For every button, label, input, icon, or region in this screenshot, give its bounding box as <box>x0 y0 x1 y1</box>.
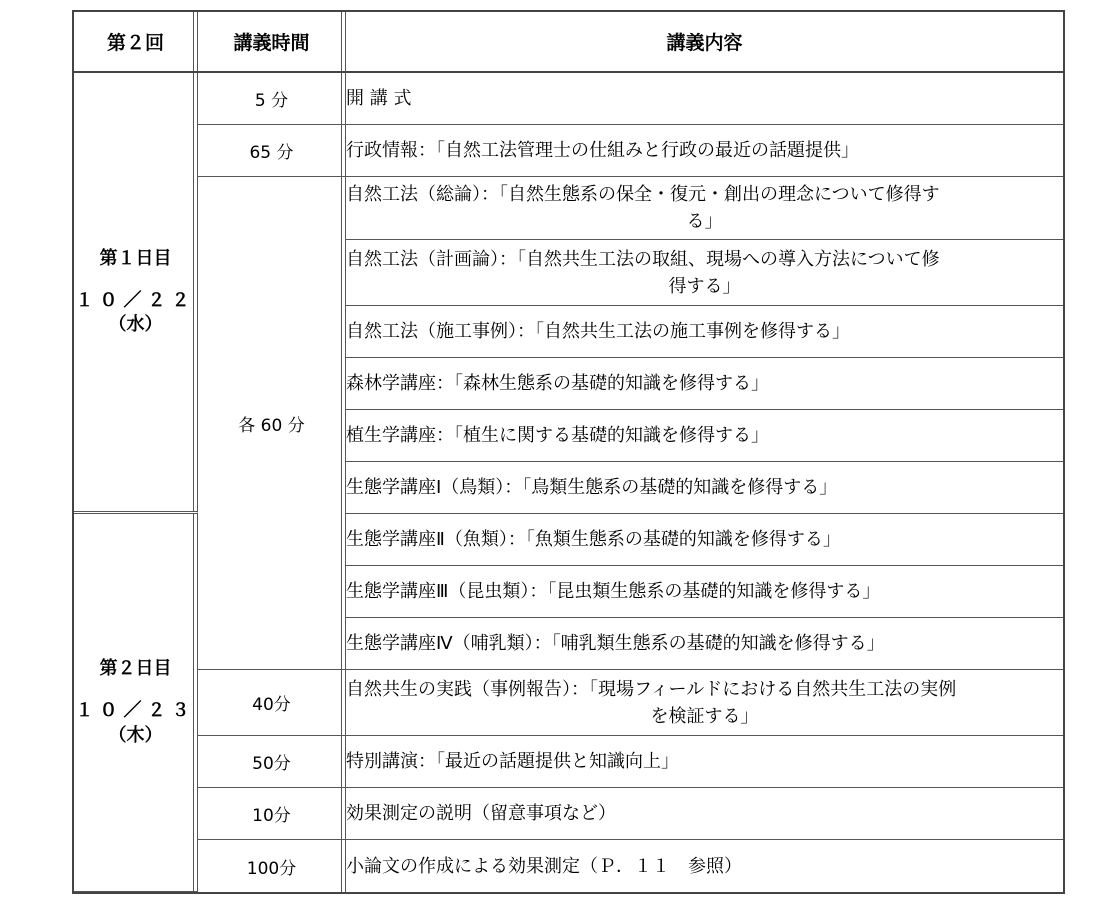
table-row <box>74 840 1063 892</box>
lecture-content: 効果測定の説明（留意事項など） <box>346 788 1063 840</box>
content-line: 得する」 <box>668 275 741 297</box>
header-lecture-time: 講義時間 <box>198 12 346 73</box>
lecture-time: 65 分 <box>198 125 346 177</box>
day1-weekday: （水） <box>108 314 163 336</box>
lecture-content: 自然工法（施工事例）：「自然共生工法の施工事例を修得する」 <box>346 306 1063 358</box>
header-lecture-content: 講義内容 <box>346 12 1063 73</box>
lecture-time: 10分 <box>198 788 346 840</box>
lecture-content: 生態学講座Ⅳ（哺乳類）：「哺乳類生態系の基礎的知識を修得する」 <box>346 618 1063 670</box>
lecture-content: 特別講演：「最近の話題提供と知識向上」 <box>346 736 1063 788</box>
content-line: 自然工法（総論）：「自然生態系の保全・復元・創出の理念について修得す <box>346 184 940 205</box>
table-row <box>74 125 1063 177</box>
lecture-content: 生態学講座Ⅱ（魚類）：「魚類生態系の基礎的知識を修得する」 <box>346 514 1063 566</box>
lecture-content <box>346 177 1063 240</box>
table-row <box>74 736 1063 788</box>
table-row <box>74 73 1063 125</box>
lecture-content: 生態学講座Ⅲ（昆虫類）：「昆虫類生態系の基礎的知識を修得する」 <box>346 566 1063 618</box>
day2-date: １０／２３ <box>75 700 196 722</box>
day1-label: 第１日目 <box>99 247 172 269</box>
content-line: 自然共生の実践（事例報告）：「現場フィールドにおける自然共生工法の実例 <box>346 678 957 700</box>
header-session: 第２回 <box>74 12 198 73</box>
lecture-content: 植生学講座：「植生に関する基礎的知識を修得する」 <box>346 410 1063 462</box>
day2-label: 第２日目 <box>99 658 172 680</box>
day2-cell <box>74 514 198 892</box>
lecture-content: 行政情報：「自然工法管理士の仕組みと行政の最近の話題提供」 <box>346 125 1063 177</box>
table-row <box>74 670 1063 736</box>
lecture-time: 40分 <box>198 670 346 736</box>
lecture-schedule-table <box>72 10 1065 894</box>
lecture-content: 小論文の作成による効果測定（Ｐ．１１ 参照） <box>346 855 742 877</box>
lecture-content <box>346 670 1063 736</box>
day2-weekday: （木） <box>108 724 163 746</box>
lecture-time: 100分 <box>198 840 346 892</box>
content-line: を検証する」 <box>650 705 759 727</box>
header-row <box>74 12 1063 73</box>
table-row <box>74 788 1063 840</box>
lecture-content: 生態学講座Ⅰ（鳥類）：「鳥類生態系の基礎的知識を修得する」 <box>346 462 1063 514</box>
lecture-time: 各 60 分 <box>198 177 346 670</box>
lecture-time: 50分 <box>198 736 346 788</box>
lecture-content: 森林学講座：「森林生態系の基礎的知識を修得する」 <box>346 358 1063 410</box>
day1-date: １０／２２ <box>75 289 196 311</box>
content-line: 自然工法（計画論）：「自然共生工法の取組、現場への導入方法について修 <box>346 248 940 270</box>
table-row <box>74 177 1063 240</box>
lecture-time: 5 分 <box>198 73 346 125</box>
lecture-content <box>346 240 1063 306</box>
day1-cell <box>74 73 198 514</box>
lecture-content: 開 講 式 <box>346 73 1063 125</box>
content-line: る」 <box>686 211 723 232</box>
